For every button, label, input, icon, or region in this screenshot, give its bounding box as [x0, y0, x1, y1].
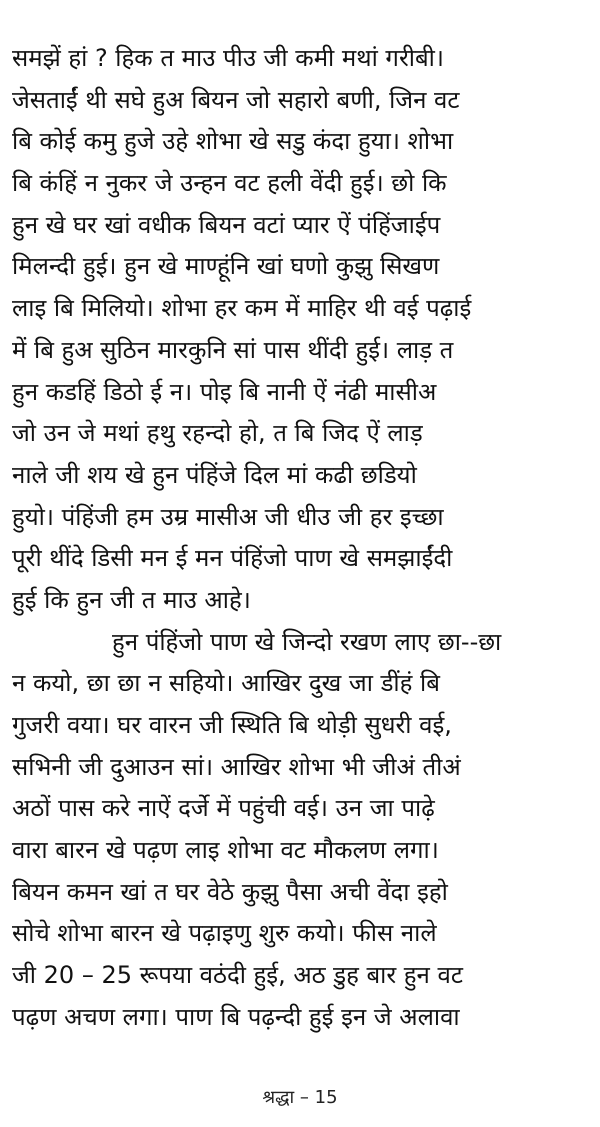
text-line: बि कंहिं न नुकर जे उन्हन वट हली वेंदी हुई। छो कि [12, 169, 447, 198]
text-line: जी 20 – 25 रूपया वठंदी हुई, अठ डुह बार हुन वट [12, 961, 463, 990]
text-line: जेसताईं थी सघे हुअ बियन जो सहारो बणी, जिन वट [12, 85, 460, 114]
text-line: जो उन जे मथां हथु रहन्दो हो, त बि जिद ऐं लाड़ [12, 419, 423, 448]
text-line: हुन खे घर खां वधीक बियन वटां प्यार ऐं पंहिंजाईप [12, 210, 441, 239]
paragraph-start-line: हुन पंहिंजो पाण खे जिन्दो रखण लाए छा--छा [112, 627, 502, 656]
text-line: हुयो। पंहिंजी हम उम्र मासीअ जी धीउ जी हर इच्छा [12, 502, 444, 531]
text-line: पूरी थींदे डिसी मन ई मन पंहिंजो पाण खे समझाईंदी [12, 544, 453, 573]
text-line: गुजरी वया। घर वारन जी स्थिति बि थोड़ी सुधरी वई, [12, 711, 452, 739]
text-line: हुन कडहिं डिठो ई न। पोइ बि नानी ऐं नंढी मासीअ [12, 377, 437, 406]
page-footer: श्रद्धा – 15 [262, 1087, 338, 1108]
text-line: में बि हुअ सुठिन मारकुनि सां पास थींदी हुई। लाड़ त [12, 335, 454, 364]
text-line: सभिनी जी दुआउन सां। आखिर शोभा भी जीअं तीअं [12, 752, 461, 781]
text-line: लाइ बि मिलियो। शोभा हर कम में माहिर थी वई पढ़ाई [12, 294, 472, 323]
text-line: बियन कमन खां त घर वेठे कुझु पैसा अची वेंदा इहो [12, 877, 448, 906]
text-line: न कयो, छा छा न सहियो। आखिर दुख जा डींहं बि [12, 669, 440, 698]
text-line: मिलन्दी हुई। हुन खे माण्हूंनि खां घणो कुझु सिखण [12, 252, 440, 281]
text-line: नाले जी शय खे हुन पंहिंजे दिल मां कढी छडियो [12, 460, 417, 489]
text-line: वारा बारन खे पढ़ण लाइ शोभा वट मौकलण लगा। [12, 836, 439, 865]
text-line: पढ़ण अचण लगा। पाण बि पढ़न्दी हुई इन जे अलावा [12, 1002, 460, 1031]
text-line: समझें हां ? हिक त माउ पीउ जी कमी मथां गरीबी। [12, 44, 444, 72]
text-line: हुई कि हुन जी त माउ आहे। [12, 585, 251, 614]
text-line: सोचे शोभा बारन खे पढ़ाइणु शुरु कयो। फीस नाले [12, 919, 437, 948]
text-line: अठों पास करे नाऐं दर्जे में पहुंची वई। उन जा पाढ़े [12, 794, 435, 823]
text-line: बि कोई कमु हुजे उहे शोभा खे सडु कंदा हुया। शोभा [12, 127, 454, 156]
